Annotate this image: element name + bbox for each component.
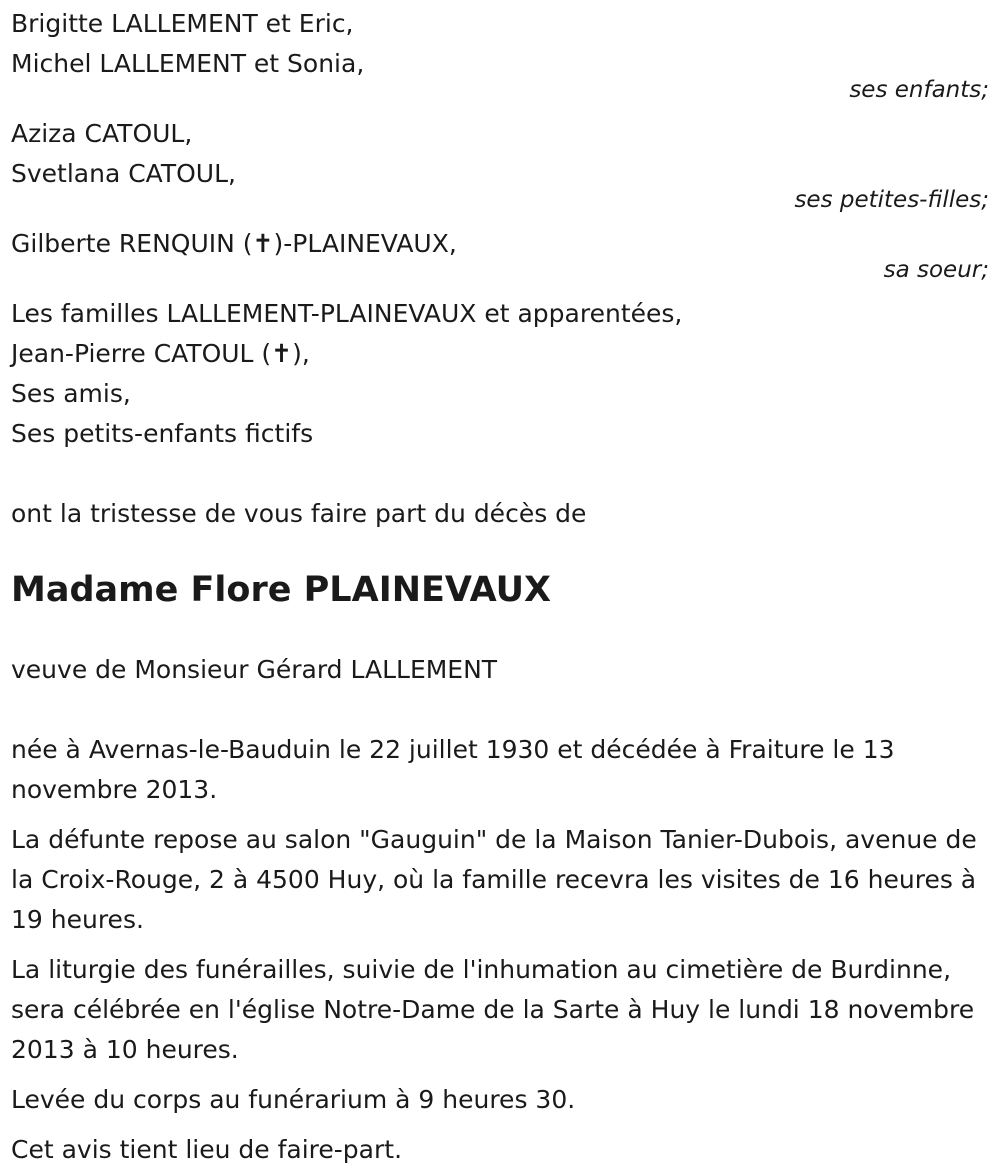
relation-label: sa soeur;: [883, 257, 989, 283]
birth-death-paragraph: née à Avernas-le-Bauduin le 22 juillet 1930 et décédée à Fraiture le 13 novembre 2013.: [11, 735, 895, 804]
family-line: Les familles LALLEMENT-PLAINEVAUX et apparentées,: [11, 299, 683, 328]
family-line: Ses petits-enfants fictifs: [11, 419, 314, 448]
others-group: [11, 294, 989, 454]
deceased-name: Madame Flore PLAINEVAUX: [11, 570, 552, 610]
visitation-paragraph: La défunte repose au salon "Gauguin" de la Maison Tanier-Dubois, avenue de la Croix-Rouge, 2 à 4500 Huy, où la famille recevra les visites de 16 heures à 19 heures.: [11, 825, 977, 934]
widow-of-text: veuve de Monsieur Gérard LALLEMENT: [11, 655, 498, 684]
relation-label: ses petites-filles;: [794, 187, 989, 213]
announcement-text: ont la tristesse de vous faire part du décès de: [11, 499, 587, 528]
notice-paragraph: Cet avis tient lieu de faire-part.: [11, 1135, 403, 1164]
obituary-notice: [11, 4, 989, 1170]
family-line: Aziza CATOUL,: [11, 119, 193, 148]
family-line: Svetlana CATOUL,: [11, 159, 236, 188]
family-line: Michel LALLEMENT et Sonia,: [11, 49, 365, 78]
granddaughters-group: [11, 114, 989, 212]
departure-paragraph: Levée du corps au funérarium à 9 heures 30.: [11, 1085, 576, 1114]
family-line: Gilberte RENQUIN (✝)-PLAINEVAUX,: [11, 229, 457, 258]
family-line: Ses amis,: [11, 379, 131, 408]
funeral-paragraph: La liturgie des funérailles, suivie de l'inhumation au cimetière de Burdinne, sera célébrée en l'église Notre-Dame de la Sarte à Huy le lundi 18 novembre 2013 à 10 heures.: [11, 955, 975, 1064]
sister-group: [11, 224, 989, 282]
relation-label: ses enfants;: [849, 77, 989, 103]
children-group: [11, 4, 989, 102]
family-line: Jean-Pierre CATOUL (✝),: [11, 339, 310, 368]
family-line: Brigitte LALLEMENT et Eric,: [11, 9, 354, 38]
